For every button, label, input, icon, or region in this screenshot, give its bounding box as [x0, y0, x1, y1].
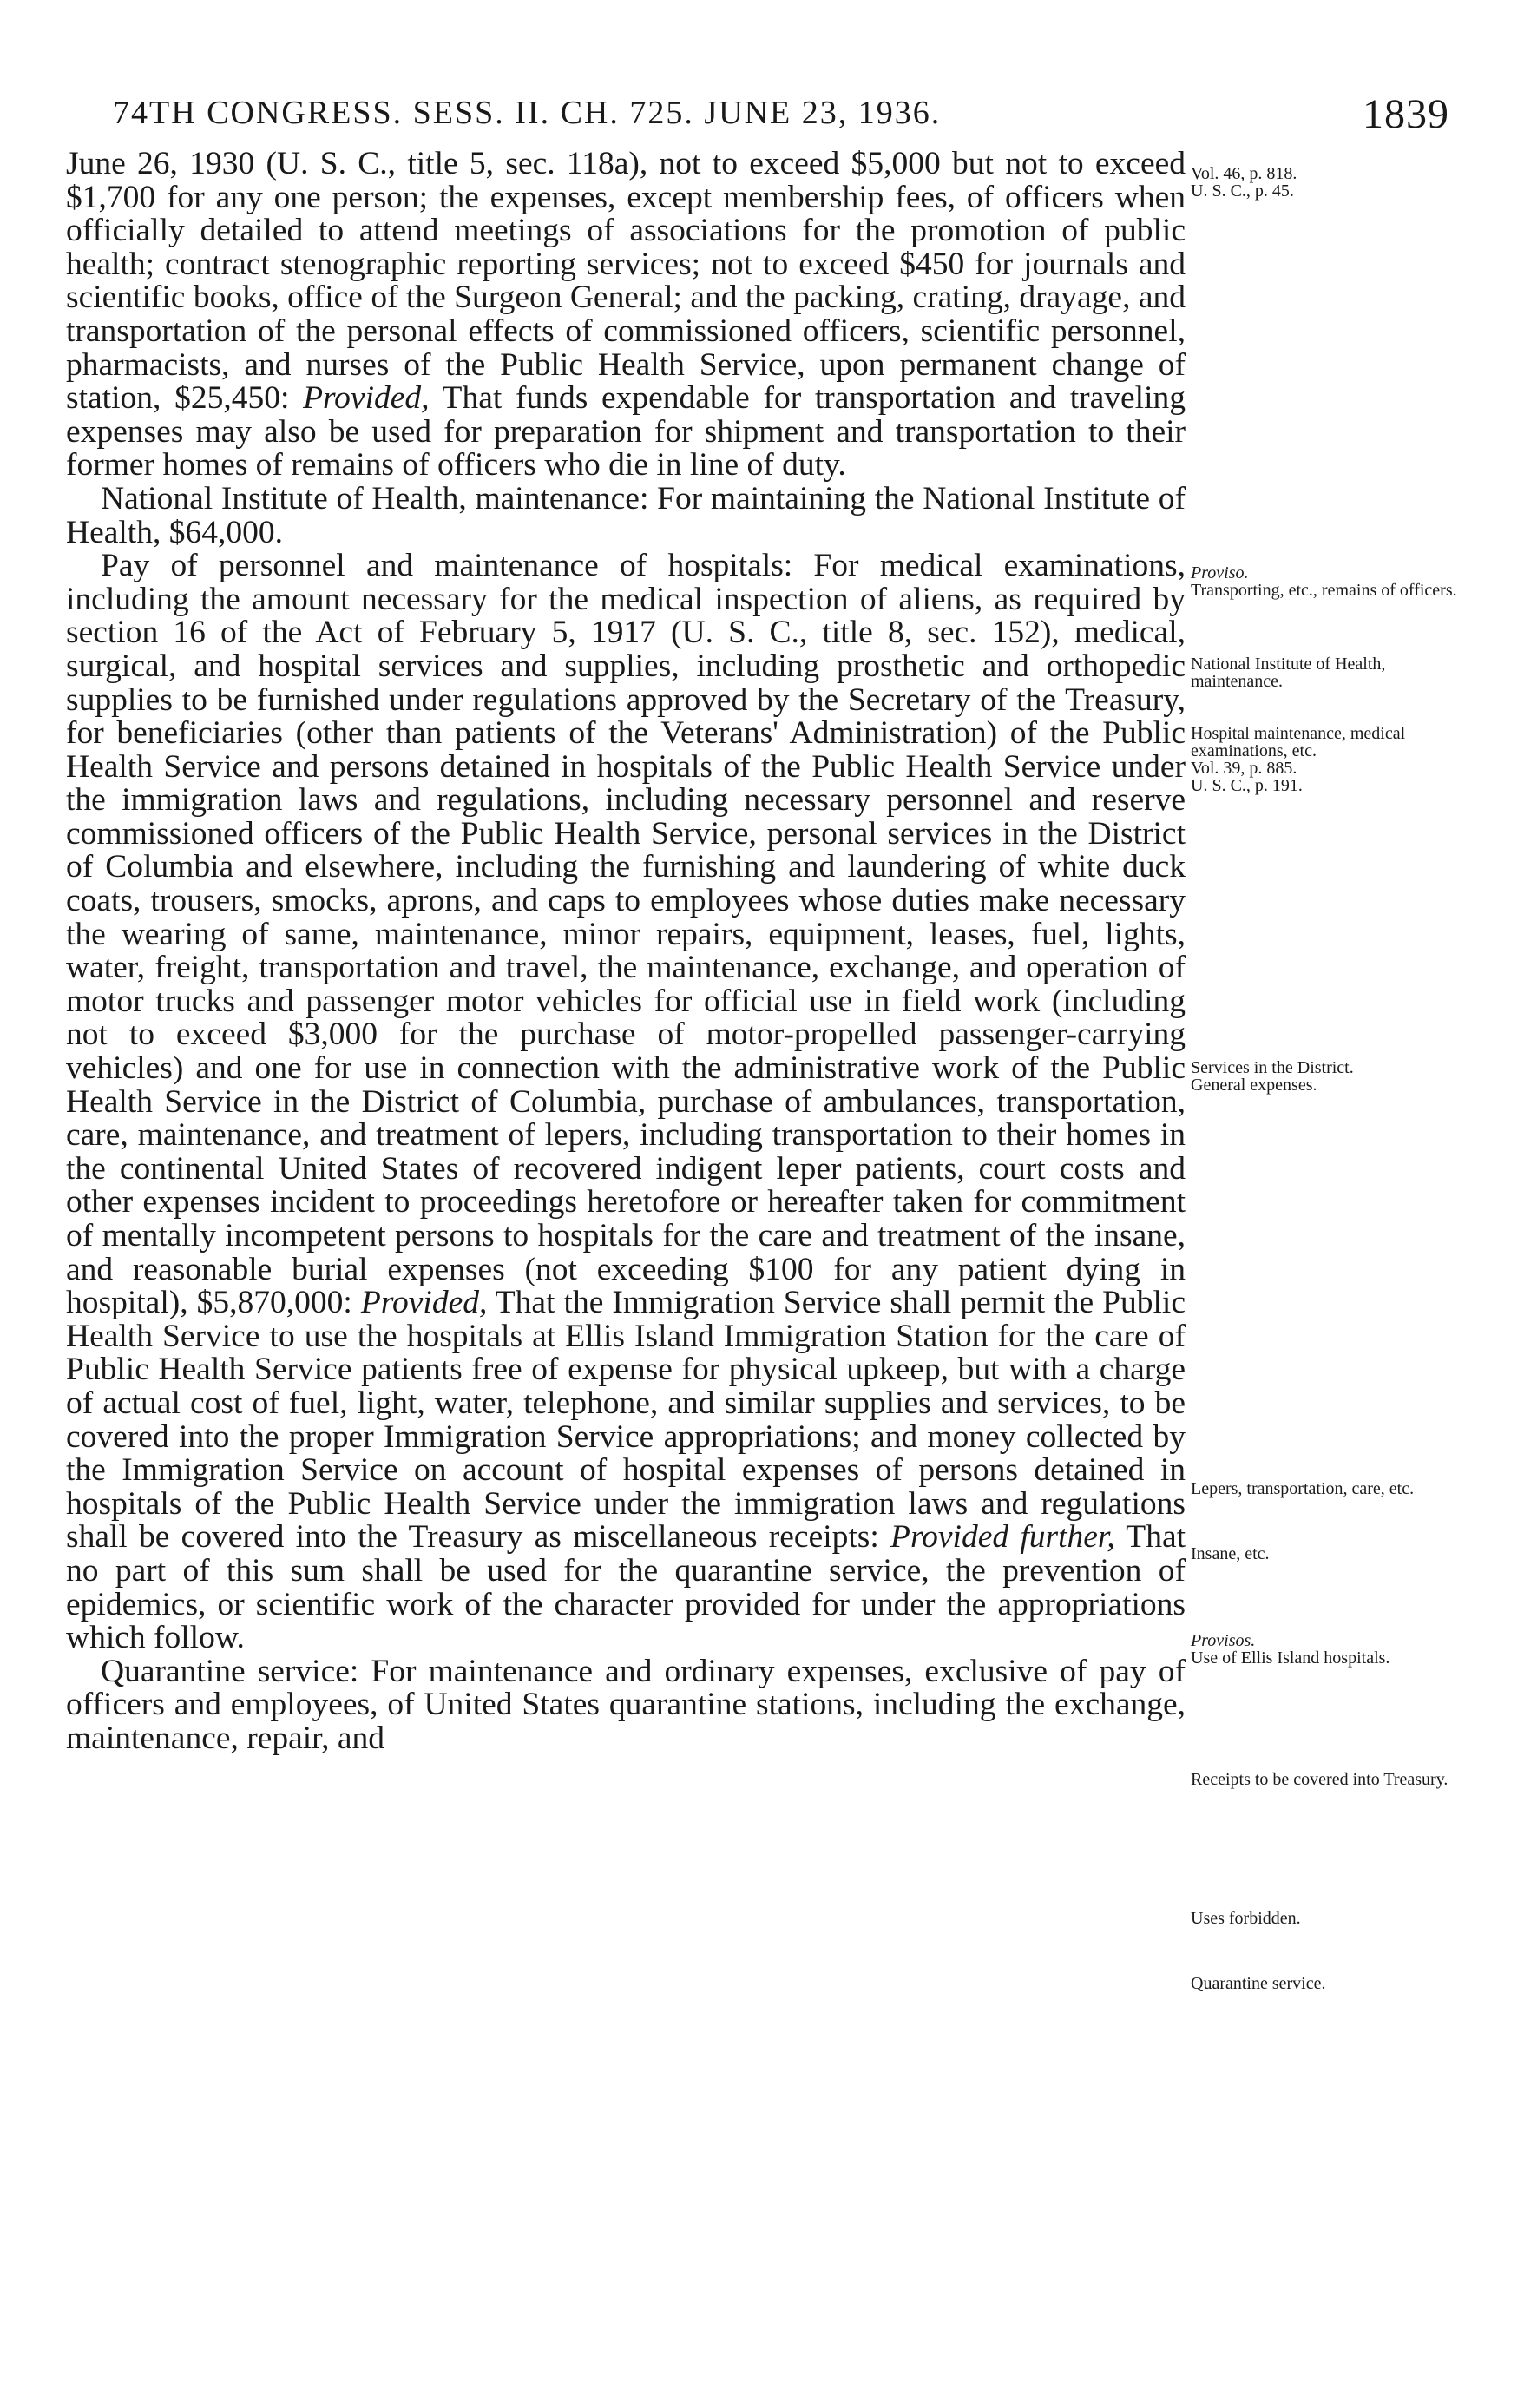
paragraph-text: June 26, 1930 (U. S. C., title 5, sec. 118a), not to exceed $5,000 but not to exceed $1,700 for any one person; the expenses, except membership fees, of officers when officially detailed to attend meetings of associations for the promotion of public health; contract stenographic reporting services; not to exceed $450 for journals and scientific books, office of the Surgeon General; and the packing, crating, drayage, and transportation of the personal effects of commissioned officers, scientific personnel, pharmacists, and nurses of the Public Health Service, upon permanent change of station, $25,450:	[66, 146, 1186, 417]
paragraph-text: Pay of personnel and maintenance of hospitals: For medical examinations, including the amount necessary for the medical inspection of aliens, as required by section 16 of the Act of February 5, 1917 (U. S. C., title 8, sec. 152), medical, surgical, and hospital services and supplies, including prosthetic and orthopedic supplies to be furnished under regulations approved by the Secretary of the Treasury, for beneficiaries (other than patients of the Veterans' Administration) of the Public Health Service and persons detained in hospitals of the Public Health Service under the immigration laws and regulations, including necessary personnel and reserve commissioned officers of the Public Health Service, personal services in the District of Columbia and elsewhere, including the furnishing and laundering of white duck coats, trousers, smocks, aprons, and caps to employees whose duties make necessary the wearing of same, maintenance, minor repairs, equipment, leases, fuel, lights, water, freight, transportation and travel, the maintenance, exchange, and operation of motor trucks and passenger motor vehicles for official use in field work (including not to exceed $3,000 for the purchase of motor-propelled passenger-carrying vehicles) and one for use in connection with the administrative work of the Public Health Service in the District of Columbia, purchase of ambulances, transportation, care, maintenance, and treatment of lepers, including transportation to their homes in the continental United States of recovered indigent leper patients, court costs and other expenses incident to proceedings heretofore or hereafter taken for commitment of mentally incompetent persons to hospitals for the care and treatment of the insane, and reasonable burial expenses (not exceeding $100 for any patient dying in hospital), $5,870,000:	[66, 548, 1186, 1321]
body-paragraph	[66, 549, 1186, 1655]
margin-note-line: General expenses.	[1191, 1076, 1317, 1095]
margin-note	[1191, 725, 1460, 794]
margin-note	[1191, 1975, 1460, 1992]
margin-notes	[1191, 0, 1460, 2408]
margin-note-line: Services in the District.	[1191, 1058, 1354, 1077]
margin-note	[1191, 1771, 1460, 1788]
margin-note-line: Quarantine service.	[1191, 1974, 1326, 1993]
margin-note	[1191, 1059, 1460, 1094]
proviso-term: Provided,	[303, 380, 430, 417]
proviso-term: Provided further,	[890, 1519, 1115, 1556]
paragraph-text: National Institute of Health, maintenance: For maintaining the National Institute of Health, $64,000.	[66, 480, 1186, 550]
margin-note-line: Transporting, etc., remains of officers.	[1191, 581, 1457, 600]
margin-note-line: U. S. C., p. 191.	[1191, 776, 1303, 795]
margin-note-line: Use of Ellis Island hospitals.	[1191, 1648, 1390, 1668]
margin-note	[1191, 1545, 1460, 1563]
margin-note-line: Uses forbidden.	[1191, 1909, 1301, 1928]
margin-note-line: Insane, etc.	[1191, 1544, 1270, 1563]
proviso-term: Provided,	[360, 1285, 488, 1321]
statute-body	[66, 148, 1186, 1756]
margin-note-line: Vol. 46, p. 818.	[1191, 164, 1297, 183]
margin-note	[1191, 1910, 1460, 1927]
margin-note	[1191, 165, 1460, 200]
margin-note-line: Proviso.	[1191, 563, 1249, 582]
paragraph-text: That no part of this sum shall be used for the quarantine service, the prevention of epidemics, or scientific work of the character provided for under the appropriations which follow.	[66, 1519, 1186, 1656]
margin-note-line: National Institute of Health, maintenance.	[1191, 655, 1386, 691]
body-paragraph	[66, 480, 1186, 550]
margin-note-line: Provisos.	[1191, 1631, 1256, 1650]
margin-note-line: Hospital maintenance, medical examinations, etc.	[1191, 724, 1406, 760]
body-paragraph	[66, 148, 1186, 483]
margin-note-line: Lepers, transportation, care, etc.	[1191, 1479, 1415, 1498]
margin-note	[1191, 1480, 1460, 1497]
margin-note-line: Receipts to be covered into Treasury.	[1191, 1770, 1448, 1789]
margin-note	[1191, 1632, 1460, 1667]
running-head: 74TH CONGRESS. SESS. II. CH. 725. JUNE 23, 1936.	[113, 95, 942, 131]
margin-note	[1191, 655, 1460, 690]
margin-note-line: Vol. 39, p. 885.	[1191, 759, 1297, 778]
margin-note-line: U. S. C., p. 45.	[1191, 181, 1294, 201]
page-number: 1839	[1363, 91, 1449, 137]
paragraph-text: Quarantine service: For maintenance and ordinary expenses, exclusive of pay of officers and employees, of United States quarantine stations, including the exchange, maintenance, repair, and	[66, 1653, 1186, 1756]
margin-note	[1191, 564, 1460, 599]
paragraph-text: That the Immigration Service shall permit the Public Health Service to use the hospitals at Ellis Island Immigration Station for the care of Public Health Service patients free of expense for physical upkeep, but with a charge of actual cost of fuel, light, water, telephone, and similar supplies and services, to be covered into the proper Immigration Service appropriations; and money collected by the Immigration Service on account of hospital expenses of persons detained in hospitals of the Public Health Service under the immigration laws and regulations shall be covered into the Treasury as miscellaneous receipts:	[66, 1285, 1186, 1556]
body-paragraph	[66, 1655, 1186, 1756]
paragraph-text: That funds expendable for transportation and traveling expenses may also be used for preparation for shipment and transportation to their former homes of remains of officers who die in line of duty.	[66, 380, 1186, 484]
